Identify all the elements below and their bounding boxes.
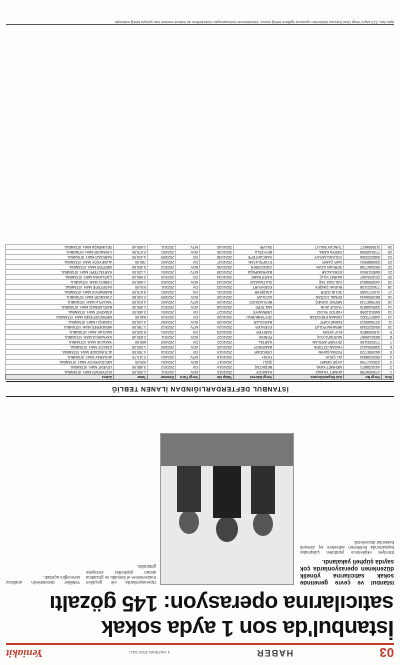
table-cell: SELİN ÖZER [274, 290, 344, 295]
table-cell: 5520198834 [344, 355, 382, 360]
table-cell: 9920667788 [344, 265, 382, 270]
table-cell: 2024/01 [148, 330, 176, 335]
table-cell: 2024/137 [200, 260, 234, 265]
table-cell: 4430998812 [344, 280, 382, 285]
table-cell: HATİCE YILDIZ [274, 310, 344, 315]
table-cell: 6650112298 [344, 310, 382, 315]
table-cell: 3.480,50 [114, 365, 148, 370]
table-cell: GV [176, 350, 200, 355]
table-cell: 1.780,90 [114, 325, 148, 330]
table-cell: 2023/11 [148, 370, 176, 375]
table-cell: FATİH [234, 355, 274, 360]
table-cell: 2024/125 [200, 320, 234, 325]
table-cell: 20 [382, 275, 394, 280]
table-cell: 2024/120 [200, 345, 234, 350]
table-cell: KOZYATAĞI MAH. İSTANBUL [6, 370, 114, 375]
table-cell: EMİNE KURT [274, 320, 344, 325]
table-cell: 2290417765 [344, 360, 382, 365]
table-cell: 1190556677 [344, 245, 382, 250]
table-cell: YAKUPLU MAH. İSTANBUL [6, 300, 114, 305]
table-cell: LEVENT MAH. İSTANBUL [6, 365, 114, 370]
table-cell: 2024/02 [148, 280, 176, 285]
table-cell: AKSARAY MAH. İSTANBUL [6, 355, 114, 360]
table-cell: 2024/02 [148, 300, 176, 305]
column-header: Vergi Türü [176, 375, 200, 380]
table-cell: 2023/10 [148, 315, 176, 320]
table-row [6, 325, 394, 330]
table-cell: 2023/09 [148, 295, 176, 300]
table-cell: 1.120,00 [114, 270, 148, 275]
table-cell: MECİDİYEKÖY MAH. İSTANBUL [6, 360, 114, 365]
table-row [6, 320, 394, 325]
article-column-3 [6, 575, 80, 585]
table-cell: 11 [382, 320, 394, 325]
table-cell: 2023/12 [148, 325, 176, 330]
table-cell: 2023/10 [148, 350, 176, 355]
table-cell: AVCILAR [234, 295, 274, 300]
table-cell: 2024/124 [200, 325, 234, 330]
table-cell: 2024/01 [148, 250, 176, 255]
table-cell: 1.005,20 [114, 345, 148, 350]
table-cell: 2023/12 [148, 365, 176, 370]
table-cell: 3.670,00 [114, 290, 148, 295]
table-cell: BARBAROS MAH. İSTANBUL [6, 290, 114, 295]
table-cell: 2024/138 [200, 255, 234, 260]
table-row [6, 300, 394, 305]
table-cell: 2024/01 [148, 310, 176, 315]
table-row [6, 265, 394, 270]
table-cell: 4.010,00 [114, 300, 148, 305]
table-cell: YAKACIK MAH. İSTANBUL [6, 340, 114, 345]
table-cell: MUSTAFA KOÇ [274, 335, 344, 340]
table-cell: 845,60 [114, 315, 148, 320]
table-cell: 21 [382, 270, 394, 275]
article-column-1 [300, 537, 394, 585]
table-cell: 3350889921 [344, 260, 382, 265]
table-cell: CİHANGİR MAH. İSTANBUL [6, 250, 114, 255]
table-cell: ATAKENT MAH. İSTANBUL [6, 310, 114, 315]
table-cell: 2024/135 [200, 270, 234, 275]
table-cell: SERKAN UZUN [274, 265, 344, 270]
table-cell: ELİF AYDIN [274, 330, 344, 335]
column-header: Adı Soyadı/Unvanı [274, 375, 344, 380]
footer-note: İşbu ilan, 213 sayılı Vergi Usul Kanunu hükümleri uyarınca ilgililere tebliğ olunur. Adreslerinde bulunamayan mükelleflere ait ödeme emirleri ilan yoluyla tebliğ edilmiştir. [6, 4, 394, 25]
table-cell: DV [176, 340, 200, 345]
table-cell: 23 [382, 260, 394, 265]
table-row [6, 370, 394, 375]
table-cell: KDV [176, 345, 200, 350]
table-cell: KAYNARCA MAH. İSTANBUL [6, 335, 114, 340]
article-paragraph: Emniyet ekiplerince yürütülen çalışmalar kapsamında belirlenen adreslere eş zamanlı baskınlar düzenlendi. [300, 539, 394, 555]
table-cell: 7 [382, 340, 394, 345]
table-row [6, 270, 394, 275]
table-row [6, 365, 394, 370]
table-cell: KDV [176, 305, 200, 310]
table-cell: SANCAKTEPE [234, 255, 274, 260]
table-cell: 6 [382, 345, 394, 350]
table-cell: 19 [382, 280, 394, 285]
notice-title: İSTANBUL DEFTERDARLIĞINDAN İLANEN TEBLİĞ [111, 385, 289, 393]
table-cell: 24 [382, 255, 394, 260]
table-cell: KDV [176, 265, 200, 270]
table-cell: 1.560,00 [114, 280, 148, 285]
table-row [6, 335, 394, 340]
table-cell: VOLKAN AKSOY [274, 255, 344, 260]
table-cell: KAĞITHANE [234, 275, 274, 280]
table-cell: 1 [382, 370, 394, 375]
table-cell: 2024/118 [200, 355, 234, 360]
table-cell: 920,00 [114, 360, 148, 365]
table-cell: MTV [176, 245, 200, 250]
table-cell: FATMA ŞAHİN [274, 350, 344, 355]
table-cell: SARIYER [234, 330, 274, 335]
table-cell: 2023/09 [148, 255, 176, 260]
table-cell: 2210334467 [344, 275, 382, 280]
table-row [6, 250, 394, 255]
table-cell: İNCİRTEPE MAH. İSTANBUL [6, 285, 114, 290]
table-cell: BAĞCILAR [234, 320, 274, 325]
table-cell: 2024/122 [200, 335, 234, 340]
table-cell: 5570887743 [344, 300, 382, 305]
table-cell: MTV [176, 355, 200, 360]
table-cell: 2024/117 [200, 360, 234, 365]
table-row [6, 355, 394, 360]
table-cell: CİHANGİR MAH. İSTANBUL [6, 295, 114, 300]
table-cell: 2024/132 [200, 285, 234, 290]
table-cell: HASAN ÖZTÜRK [274, 345, 344, 350]
table-cell: 7760221198 [344, 285, 382, 290]
crowd-illustration [161, 434, 293, 584]
table-cell: MASLAK MAH. İSTANBUL [6, 330, 114, 335]
table-body [6, 245, 394, 375]
column-header: Sıra [382, 375, 394, 380]
column-header: Tutar [114, 375, 148, 380]
table-cell: 2.240,80 [114, 295, 148, 300]
table-cell: 9 [382, 330, 394, 335]
article-lead: İstanbul ve çevre genelinde sokak satıcılarına yönelik düzenlenen operasyonlarda çok sayıda şüpheli yakalandı. [300, 558, 394, 585]
table-cell: BAĞLARBAŞI MAH. İSTANBUL [6, 305, 114, 310]
table-cell: ŞİŞLİ [234, 360, 274, 365]
section-label: HABER [256, 648, 294, 658]
table-cell: 2024/133 [200, 280, 234, 285]
table-cell: 2024/136 [200, 265, 234, 270]
table-cell: 1.395,30 [114, 305, 148, 310]
table-cell: KDV [176, 250, 200, 255]
table-cell: 13 [382, 310, 394, 315]
article-column-2 [86, 564, 156, 585]
date-line: 4 HAZİRAN 2024 SALI [129, 650, 170, 656]
table-cell: 8830145567 [344, 335, 382, 340]
table-row [6, 330, 394, 335]
table-cell: GV [176, 330, 200, 335]
table-cell: MERTER MAH. İSTANBUL [6, 265, 114, 270]
table-cell: 4 [382, 355, 394, 360]
table-cell: MURAT KILIÇ [274, 275, 344, 280]
table-cell: 2023/10 [148, 275, 176, 280]
table-row [6, 290, 394, 295]
table-cell: GÜNGÖREN [234, 265, 274, 270]
table-cell: 2024/126 [200, 315, 234, 320]
table-cell: DERYA KARA [274, 250, 344, 255]
table-cell: 3 [382, 360, 394, 365]
table-cell: GV [176, 290, 200, 295]
table-cell: NUR ÇAKIR [274, 260, 344, 265]
table-cell: ZEYTİNBURNU [234, 315, 274, 320]
table-cell: 1120774455 [344, 290, 382, 295]
table-cell: AYŞE DEMİR [274, 360, 344, 365]
table-cell: 2024/116 [200, 365, 234, 370]
table-cell: MTV [176, 270, 200, 275]
table-cell: 17 [382, 290, 394, 295]
table-cell: CEBECİ MAH. İSTANBUL [6, 280, 114, 285]
table-cell: KEMAL DOĞAN [274, 295, 344, 300]
table-cell: MALTEPE [234, 305, 274, 310]
table-cell: 3380554412 [344, 345, 382, 350]
column-header: Takip No [200, 375, 234, 380]
table-cell: 14 [382, 305, 394, 310]
table-header-row [6, 375, 394, 380]
table-cell: 12 [382, 315, 394, 320]
table-row [6, 255, 394, 260]
table-cell: ÜMRANİYE [234, 310, 274, 315]
table-cell: DV [176, 315, 200, 320]
table-cell: 2024/02 [148, 260, 176, 265]
table-cell: MERVE GÜNEŞ [274, 300, 344, 305]
table-cell: ALİBEYKÖY MAH. İSTANBUL [6, 260, 114, 265]
table-cell: ÜSKÜDAR [234, 350, 274, 355]
table-cell: ALTUNİZADE MAH. İSTANBUL [6, 350, 114, 355]
table-cell: 1150998876 [344, 330, 382, 335]
table-row [6, 275, 394, 280]
table-cell: 8 [382, 335, 394, 340]
table-cell: 2023/11 [148, 245, 176, 250]
table-cell: 2024/01 [148, 270, 176, 275]
table-cell: 4480773321 [344, 315, 382, 320]
table-cell: 2.460,00 [114, 310, 148, 315]
table-cell: ESRA ACAR [274, 270, 344, 275]
table-row [6, 260, 394, 265]
table-cell: GV [176, 365, 200, 370]
article-body [6, 403, 394, 585]
table-cell: 7720331190 [344, 340, 382, 345]
table-cell: 910,50 [114, 285, 148, 290]
table-cell: BEŞİKTAŞ [234, 365, 274, 370]
table-cell: 5580223356 [344, 255, 382, 260]
table-cell: KDV [176, 295, 200, 300]
table-cell: SİLİVRİ [234, 245, 274, 250]
table-cell: 2024/129 [200, 300, 234, 305]
table-cell: BEYLİKDÜZÜ [234, 300, 274, 305]
table-cell: YUSUF AKIN [274, 305, 344, 310]
table-cell: 8810556634 [344, 295, 382, 300]
table-cell: 10 [382, 325, 394, 330]
table-cell: 15 [382, 300, 394, 305]
table-cell: 2024/01 [148, 355, 176, 360]
table-cell: 4.760,00 [114, 350, 148, 355]
table-cell: ZEYNEP ARSLAN [274, 340, 344, 345]
table-cell: ATAŞEHİR [234, 290, 274, 295]
table-cell: BAKIRKÖY [234, 345, 274, 350]
table-cell: 2024/131 [200, 290, 234, 295]
table-cell: 2024/127 [200, 310, 234, 315]
table-row [6, 285, 394, 290]
table-cell: 16 [382, 295, 394, 300]
table-cell: KDV [176, 320, 200, 325]
table-cell: 2.985,25 [114, 275, 148, 280]
table-cell: 3.145,00 [114, 320, 148, 325]
table-cell: 2024/121 [200, 340, 234, 345]
table-cell: 2023/11 [148, 285, 176, 290]
column-header: Dönemi [148, 375, 176, 380]
table-cell: 18 [382, 285, 394, 290]
table-cell: KARTALTEPE MAH. İSTANBUL [6, 270, 114, 275]
table-cell: SELİMPAŞA MAH. İSTANBUL [6, 245, 114, 250]
table-cell: KDV [176, 335, 200, 340]
table-cell: PENDİK [234, 335, 274, 340]
table-cell: 780,00 [114, 260, 148, 265]
table-cell: 6610087723 [344, 350, 382, 355]
table-cell: 3390448876 [344, 305, 382, 310]
table-cell: SULTANGAZİ [234, 280, 274, 285]
table-row [6, 295, 394, 300]
table-cell: KADIKÖY [234, 370, 274, 375]
table-cell: 5.320,00 [114, 330, 148, 335]
table-cell: 2024/02 [148, 340, 176, 345]
table-cell: KDV [176, 370, 200, 375]
table-cell: 2.075,00 [114, 250, 148, 255]
table-row [6, 310, 394, 315]
column-header: Adres [6, 375, 114, 380]
table-cell: KDV [176, 360, 200, 365]
table-cell: 2024/01 [148, 290, 176, 295]
table-cell: OSMAN ERDOĞAN [274, 315, 344, 320]
table-cell: SARIGAZİ MAH. İSTANBUL [6, 255, 114, 260]
table-cell: MERKEZEFENDİ MAH. İSTANBUL [6, 315, 114, 320]
headline: İstanbul'da son 1 ayda sokak satıcılarına operasyon: 145 gözaltı [49, 591, 394, 641]
table-cell: 2024/123 [200, 330, 234, 335]
table-cell: ESENYURT [234, 285, 274, 290]
page-number: 03 [379, 645, 394, 661]
table-cell: 2024/119 [200, 350, 234, 355]
table-cell: GV [176, 310, 200, 315]
table-cell: 2024/02 [148, 320, 176, 325]
column-header: Vergi Dairesi [234, 375, 274, 380]
table-cell: MEHMET KAYA [274, 365, 344, 370]
table-cell: MTV [176, 300, 200, 305]
table-cell: BEYOĞLU [234, 250, 274, 255]
page-header [6, 643, 394, 661]
article-paragraph: Yetkililer denetimlerin aralıksız süreceğini açıkladı. [6, 574, 80, 585]
table-cell: DV [176, 285, 200, 290]
table-cell: KDV [176, 280, 200, 285]
tax-notice-table [5, 244, 394, 380]
table-row [6, 305, 394, 310]
table-row [6, 345, 394, 350]
table-cell: 1.250,00 [114, 370, 148, 375]
table-cell: 2.890,40 [114, 335, 148, 340]
table-cell: 1.690,40 [114, 245, 148, 250]
table-cell: 2023/12 [148, 265, 176, 270]
table-cell: 2024/140 [200, 245, 234, 250]
column-header: Vergi No [344, 375, 382, 380]
table-cell: TUNCAY BULUT [274, 245, 344, 250]
table-cell: BAYRAMPAŞA [234, 270, 274, 275]
table-cell: 2023/12 [148, 305, 176, 310]
table-cell: 4410238871 [344, 365, 382, 370]
table-row [6, 340, 394, 345]
table-cell: 25 [382, 250, 394, 255]
table-cell: 4.415,90 [114, 255, 148, 260]
table-cell: 1730056789 [344, 370, 382, 375]
table-cell: 2024/130 [200, 295, 234, 300]
table-cell: GÜNEŞLİ MAH. İSTANBUL [6, 320, 114, 325]
table-row [6, 315, 394, 320]
table-cell: MTV [176, 325, 200, 330]
table-cell: 2023/11 [148, 335, 176, 340]
table-row [6, 245, 394, 250]
table-cell: 6690115543 [344, 270, 382, 275]
table-cell: MENDERES MAH. İSTANBUL [6, 325, 114, 330]
table-cell: ALİ ÇELİK [274, 355, 344, 360]
table-cell: KARTAL [234, 340, 274, 345]
brand-logo: Yeniakit [6, 647, 43, 659]
table-row [6, 350, 394, 355]
article-paragraph: Operasyonlarda ele geçirilen malzemelere el konuldu ve gözaltına alınan şüpheliler emniyete götürüldü. [86, 564, 156, 585]
table-cell: 5 [382, 350, 394, 355]
table-cell: 2.115,75 [114, 355, 148, 360]
table-row [6, 360, 394, 365]
table-cell: 2024/134 [200, 275, 234, 280]
table-cell: GV [176, 255, 200, 260]
table-cell: AHMET YILMAZ [274, 370, 344, 375]
table-cell: ATAKÖY MAH. İSTANBUL [6, 345, 114, 350]
table-cell: BURAK ŞİMŞEK [274, 285, 344, 290]
table-cell: İBRAHİM POLAT [274, 325, 344, 330]
table-cell: DV [176, 260, 200, 265]
table-cell: 2 [382, 365, 394, 370]
table-cell: 9940223345 [344, 325, 382, 330]
table-cell: 2270665512 [344, 320, 382, 325]
table-cell: 3.305,60 [114, 265, 148, 270]
table-cell: ÇAĞLAYAN MAH. İSTANBUL [6, 275, 114, 280]
table-cell: EYÜPSULTAN [234, 260, 274, 265]
article-photo [160, 433, 294, 585]
table-cell: 7730445598 [344, 250, 382, 255]
table-cell: 26 [382, 245, 394, 250]
notice-title-bar [6, 381, 394, 397]
table-cell: 655,00 [114, 340, 148, 345]
table-cell: 2024/115 [200, 370, 234, 375]
table-row [6, 280, 394, 285]
table-cell: 2024/139 [200, 250, 234, 255]
table-cell: ESENLER [234, 325, 274, 330]
table-cell: GÜLSÜM TAŞ [274, 280, 344, 285]
table-cell: 2023/09 [148, 345, 176, 350]
table-cell: GV [176, 275, 200, 280]
table-cell: 2024/01 [148, 360, 176, 365]
table-cell: 22 [382, 265, 394, 270]
table-cell: 2024/128 [200, 305, 234, 310]
